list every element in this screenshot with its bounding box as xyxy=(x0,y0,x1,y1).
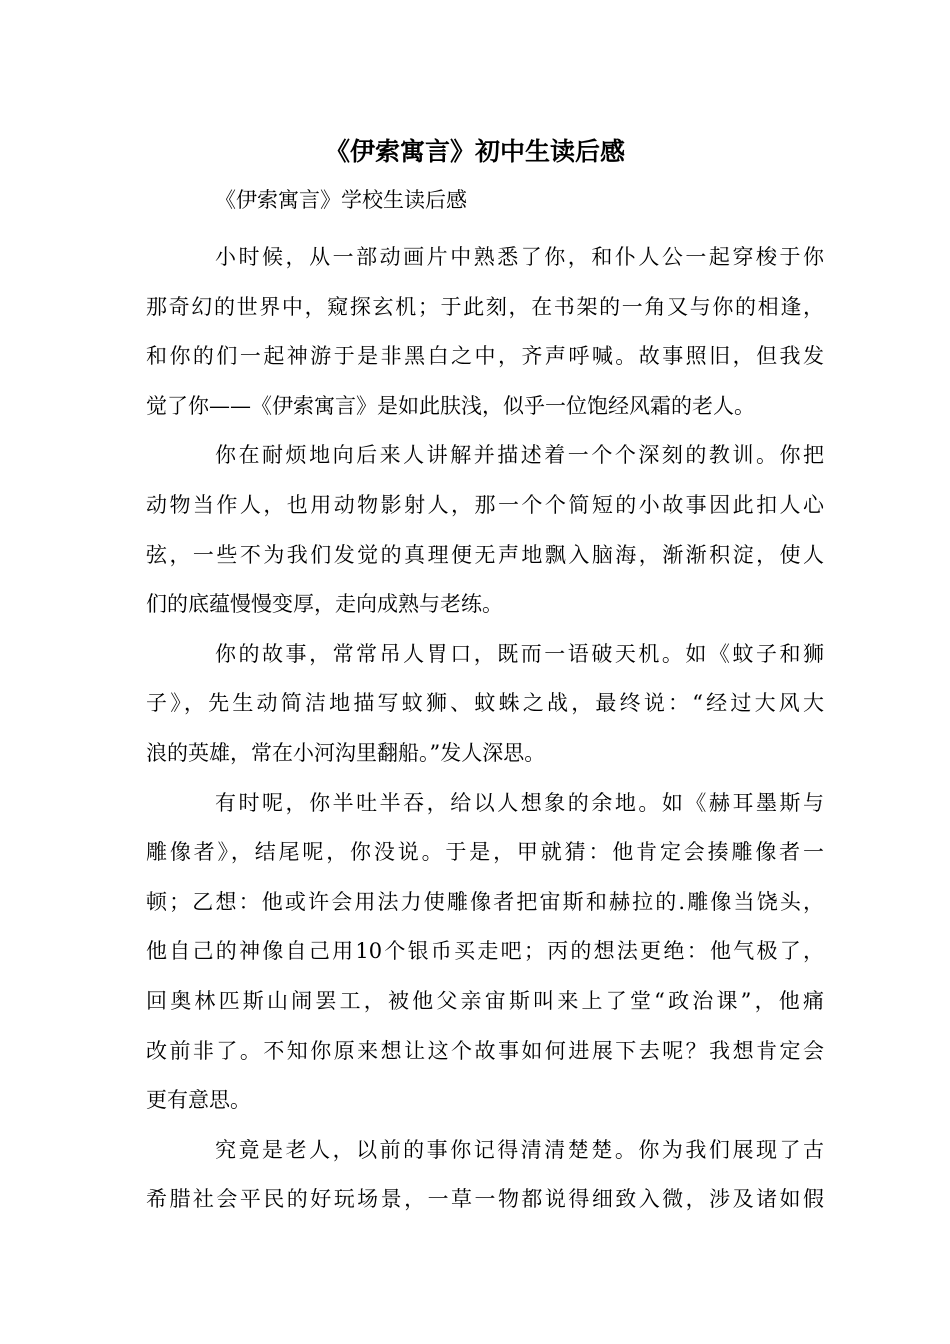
text-line: 弦，一些不为我们发觉的真理便无声地飘入脑海，渐渐积淀，使人 xyxy=(146,542,824,567)
text-line: 雕像者》，结尾呢，你没说。于是，甲就猜：他肯定会揍雕像者一 xyxy=(146,840,824,865)
document-title: 《伊索寓言》初中生读后感 xyxy=(324,137,625,166)
paragraph xyxy=(146,779,824,1126)
text-line: 你的故事，常常吊人胃口，既而一语破天机。如《蚊子和狮 xyxy=(215,641,824,666)
paragraph xyxy=(146,233,824,431)
document-body xyxy=(146,233,824,1225)
paragraph xyxy=(146,630,824,779)
text-line: 你在耐烦地向后来人讲解并描述着一个个深刻的教训。你把 xyxy=(215,443,824,468)
paragraph xyxy=(146,1126,824,1225)
text-line: 浪的英雄，常在小河沟里翻船。”发人深思。 xyxy=(146,740,546,765)
text-line: 觉了你——《伊索寓言》是如此肤浅，似乎一位饱经风霜的老人。 xyxy=(146,393,755,418)
text-line: 希腊社会平民的好玩场景，一草一物都说得细致入微，涉及诸如假 xyxy=(146,1187,824,1212)
text-line: 子》，先生动简洁地描写蚊狮、蚊蛛之战，最终说：“经过大风大 xyxy=(146,691,824,716)
paragraph xyxy=(146,431,824,629)
text-line: 有时呢，你半吐半吞，给以人想象的余地。如《赫耳墨斯与 xyxy=(215,790,824,815)
text-line: 那奇幻的世界中，窥探玄机；于此刻，在书架的一角又与你的相逢， xyxy=(146,294,824,319)
text-line: 究竟是老人，以前的事你记得清清楚楚。你为我们展现了古 xyxy=(215,1137,824,1162)
document-subtitle: 《伊索寓言》学校生读后感 xyxy=(215,188,467,212)
text-line: 回奥林匹斯山闹罢工，被他父亲宙斯叫来上了堂“政治课”，他痛 xyxy=(146,988,824,1013)
text-line: 和你的们一起神游于是非黑白之中，齐声呼喊。故事照旧，但我发 xyxy=(146,344,824,369)
text-line: 小时候，从一部动画片中熟悉了你，和仆人公一起穿梭于你 xyxy=(215,245,824,269)
text-line: 他自己的神像自己用10个银币买走吧；丙的想法更绝：他气极了， xyxy=(146,939,824,964)
text-line: 动物当作人，也用动物影射人，那一个个简短的小故事因此扣人心 xyxy=(146,492,824,517)
text-line: 更有意思。 xyxy=(146,1088,251,1113)
text-line: 顿；乙想：他或许会用法力使雕像者把宙斯和赫拉的.雕像当饶头， xyxy=(146,889,824,914)
text-line: 改前非了。不知你原来想让这个故事如何进展下去呢？我想肯定会 xyxy=(146,1038,824,1063)
text-line: 们的底蕴慢慢变厚，走向成熟与老练。 xyxy=(146,592,503,617)
